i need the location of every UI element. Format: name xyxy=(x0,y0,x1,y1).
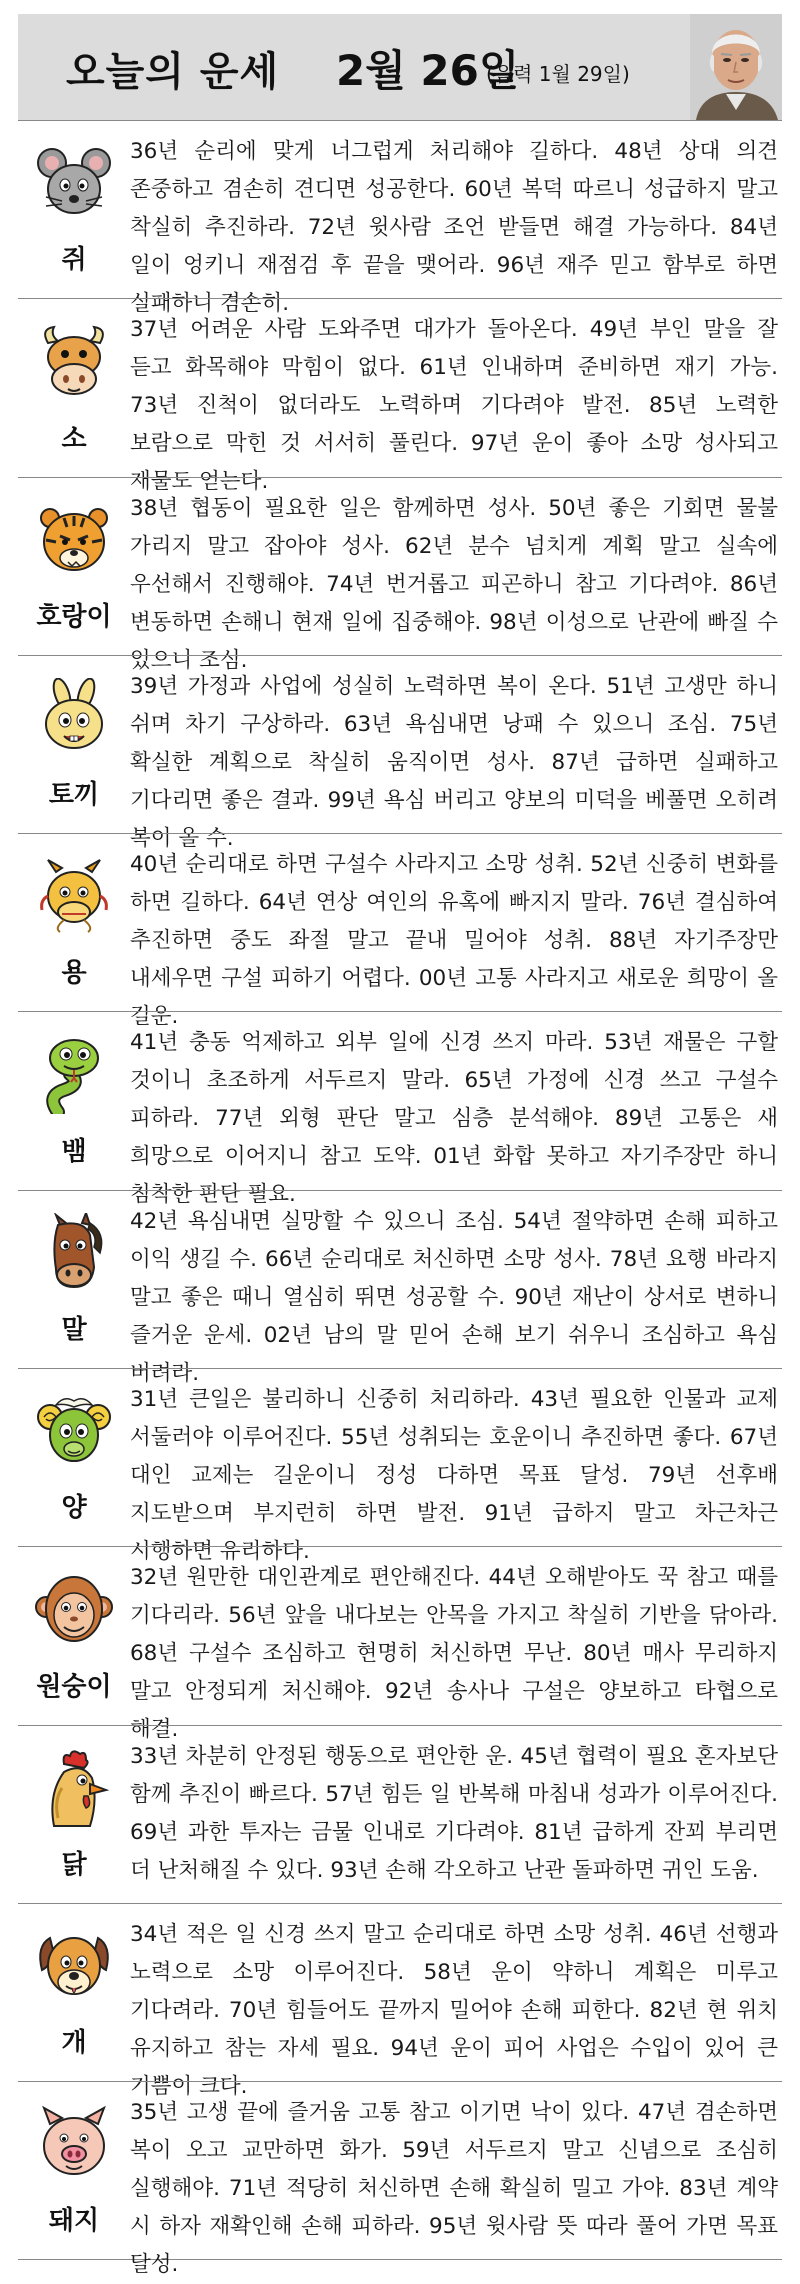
fortune-text: 38년 협동이 필요한 일은 함께하면 성사. 50년 좋은 기회면 물불 가리지 말고 잡아야 성사. 62년 분수 넘치게 계획 말고 실속에 우선해서 진행해야. 74년 번거롭고 피곤하니 참고 기다려야. 86년 변동하면 손해니 현재 일에 집중해야. 98년 이성으로 난관에 빠질 수 있으니 조심. xyxy=(130,495,778,673)
sheep-icon xyxy=(34,1391,114,1471)
zodiac-animal-rooster xyxy=(18,1726,130,1903)
animal-name: 양 xyxy=(61,1493,87,1524)
snake-icon xyxy=(34,1034,114,1114)
zodiac-animal-tiger xyxy=(18,478,130,655)
author-portrait-image xyxy=(690,14,782,120)
zodiac-animal-ox xyxy=(18,299,130,476)
zodiac-row-rat xyxy=(18,120,782,316)
fortune-text: 31년 큰일은 불리하니 신중히 처리하라. 43년 필요한 인물과 교제 서둘러야 이루어진다. 55년 성취되는 호운이니 추진하면 좋다. 67년 대인 교제는 길운이니 정성 다하면 목표 달성. 79년 선후배 지도받으며 부지런히 하면 발전. 91년 급하지 말고 차근차근 시행하면 유리하다. xyxy=(130,1387,778,1565)
lunar-date-label: (음력 1월 29일) xyxy=(486,62,630,86)
animal-name: 용 xyxy=(61,958,87,989)
zodiac-animal-snake xyxy=(18,1012,130,1189)
zodiac-row-rabbit xyxy=(18,655,782,851)
zodiac-row-pig xyxy=(18,2081,782,2278)
zodiac-row-snake xyxy=(18,1011,782,1208)
page-title: 오늘의 운세 xyxy=(66,49,280,95)
rooster-icon xyxy=(34,1748,114,1828)
pig-icon xyxy=(34,2104,114,2184)
dog-icon xyxy=(34,1926,114,2006)
zodiac-animal-monkey xyxy=(18,1547,130,1724)
fortune-text: 37년 어려운 사람 도와주면 대가가 돌아온다. 49년 부인 말을 잘 듣고 화목해야 막힘이 없다. 61년 인내하며 준비하면 재기 가능. 73년 진척이 없더라도 노력하며 기다려야 발전. 85년 노력한 보람으로 막힌 것 서서히 풀린다. 97년 운이 좋아 소망 성사되고 재물도 얻는다. xyxy=(130,317,778,495)
zodiac-list xyxy=(18,120,782,2278)
animal-name: 토끼 xyxy=(48,780,100,811)
animal-name: 원숭이 xyxy=(36,1671,112,1702)
fortune-text: 39년 가정과 사업에 성실히 노력하면 복이 온다. 51년 고생만 하니 쉬며 차기 구상하라. 63년 욕심내면 낭패 수 있으니 조심. 75년 확실한 계획으로 착실히 움직이면 성사. 87년 급하면 실패하고 기다리면 좋은 결과. 99년 욕심 버리고 양보의 미덕을 베풀면 오히려 복이 올 수. xyxy=(130,673,778,851)
fortune-text: 33년 차분히 안정된 행동으로 편안한 운. 45년 협력이 필요 혼자보단 함께 추진이 빠르다. 57년 힘든 일 반복해 마침내 성과가 이루어진다. 69년 과한 투자는 금물 인내로 기다려야. 81년 급하게 잔꾀 부리면 더 난처해질 수 있다. 93년 손해 각오하고 난관 돌파하면 귀인 도움. xyxy=(130,1743,778,1883)
rat-icon xyxy=(34,143,114,223)
zodiac-row-tiger xyxy=(18,477,782,673)
animal-name: 호랑이 xyxy=(36,601,112,632)
zodiac-row-rooster xyxy=(18,1725,782,1903)
fortune-text: 35년 고생 끝에 즐거움 고통 참고 이기면 낙이 있다. 47년 겸손하면 복이 오고 교만하면 화가. 59년 서두르지 말고 신념으로 조심히 실행해야. 71년 적당히 처신하면 손해 확실히 밀고 가야. 83년 계약 시 하자 재확인해 손해 피하라. 95년 윗사람 뜻 따라 풀어 가면 목표 달성. xyxy=(130,2100,778,2278)
fortune-text: 40년 순리대로 하면 구설수 사라지고 소망 성취. 52년 신중히 변화를 하면 길하다. 64년 연상 여인의 유혹에 빠지지 말라. 76년 결심하여 추진하면 중도 좌절 말고 끝내 밀어야 성취. 88년 자기주장만 내세우면 구설 피하기 어렵다. 00년 고통 사라지고 새로운 희망이 올 길운. xyxy=(130,852,778,1030)
zodiac-row-monkey xyxy=(18,1546,782,1743)
animal-name: 돼지 xyxy=(48,2205,100,2236)
monkey-icon xyxy=(34,1569,114,1649)
fortune-text: 42년 욕심내면 실망할 수 있으니 조심. 54년 절약하면 손해 피하고 이익 생길 수. 66년 순리대로 처신하면 소망 성사. 78년 요행 바라지 말고 좋은 때니 열심히 뛰면 성공할 수. 90년 재난이 상서로 변하니 즐거운 운세. 02년 남의 말 믿어 손해 보기 쉬우니 조심하고 욕심 버려라. xyxy=(130,1208,778,1386)
dragon-icon xyxy=(34,856,114,936)
animal-name: 소 xyxy=(61,423,87,454)
animal-name: 쥐 xyxy=(61,245,87,276)
ox-icon xyxy=(34,321,114,401)
zodiac-animal-horse xyxy=(18,1191,130,1368)
animal-name: 닭 xyxy=(61,1849,87,1880)
zodiac-animal-pig xyxy=(18,2082,130,2258)
zodiac-animal-dog xyxy=(18,1904,130,2081)
zodiac-row-horse xyxy=(18,1190,782,1386)
fortune-text: 36년 순리에 맞게 너그럽게 처리해야 길하다. 48년 상대 의견 존중하고 겸손히 견디면 성공한다. 60년 복덕 따르니 성급하지 말고 착실히 추진하라. 72년 윗사람 조언 받들면 해결 가능하다. 84년 일이 엉키니 재점검 후 끝을 맺어라. 96년 재주 믿고 함부로 하면 실패하니 겸손히. xyxy=(130,139,778,316)
tiger-icon xyxy=(34,500,114,580)
fortune-text: 41년 충동 억제하고 외부 일에 신경 쓰지 마라. 53년 재물은 구할 것이니 초조하게 서두르지 말라. 65년 가정에 신경 쓰고 구설수 피하라. 77년 외형 판단 말고 심층 분석해야. 89년 고통은 새 희망으로 이어지니 참고 도약. 01년 화합 못하고 자기주장만 하니 침착한 판단 필요. xyxy=(130,1030,778,1208)
zodiac-row-ox xyxy=(18,298,782,495)
zodiac-row-dragon xyxy=(18,833,782,1030)
zodiac-animal-sheep xyxy=(18,1369,130,1546)
zodiac-row-sheep xyxy=(18,1368,782,1565)
animal-name: 개 xyxy=(61,2028,87,2059)
zodiac-row-dog xyxy=(18,1903,782,2099)
zodiac-animal-dragon xyxy=(18,834,130,1011)
zodiac-animal-rat xyxy=(18,121,130,298)
rabbit-icon xyxy=(34,678,114,758)
animal-name: 말 xyxy=(61,1315,87,1346)
header xyxy=(18,14,782,120)
date-label: 2월 26일 xyxy=(336,46,520,95)
author-portrait xyxy=(690,14,782,120)
fortune-text: 32년 원만한 대인관계로 편안해진다. 44년 오해받아도 꾹 참고 때를 기다리라. 56년 앞을 내다보는 안목을 가지고 착실히 기반을 닦아라. 68년 구설수 조심하고 현명히 처신하면 무난. 80년 매사 무리하지 말고 안정되게 처신해야. 92년 송사나 구설은 양보하고 타협으로 해결. xyxy=(130,1565,778,1743)
fortune-text: 34년 적은 일 신경 쓰지 말고 순리대로 하면 소망 성취. 46년 선행과 노력으로 소망 이루어진다. 58년 운이 약하니 계획은 미루고 기다려라. 70년 힘들어도 끝까지 밀어야 손해 피한다. 82년 현 위치 유지하고 참는 자세 필요. 94년 운이 피어 사업은 수입이 있어 큰 기쁨이 크다. xyxy=(130,1921,778,2099)
horse-icon xyxy=(34,1213,114,1293)
zodiac-animal-rabbit xyxy=(18,656,130,833)
animal-name: 뱀 xyxy=(61,1136,87,1167)
